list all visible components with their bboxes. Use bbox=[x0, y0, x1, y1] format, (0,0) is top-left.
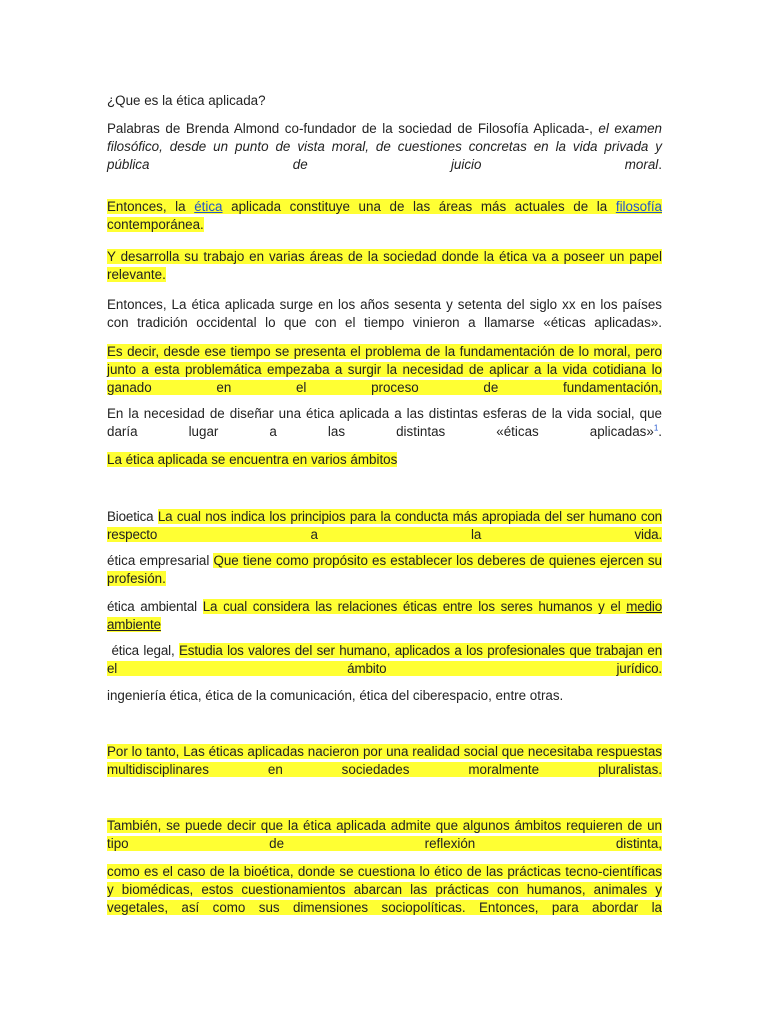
ambiental-desc: La cual considera las relaciones éticas entre los seres humanos y el bbox=[202, 599, 627, 614]
bioetica-desc: La cual nos indica los principios para la conducta más apropiada del ser humano con respecto a la vida. bbox=[107, 509, 662, 542]
paragraph-ambitos bbox=[107, 451, 662, 469]
es-decir-text: Es decir, desde ese tiempo se presenta el problema de la fundamentación de lo moral, pero junto a esta problemática empezaba a surgir la necesidad de aplicar a la vida cotidiana lo ganado en el proceso de fundamentación, bbox=[107, 344, 662, 395]
link-filosofia[interactable]: filosofía bbox=[615, 199, 662, 214]
necesidad-end: . bbox=[658, 424, 662, 439]
pluralistas-text: moralmente pluralistas. bbox=[468, 762, 662, 777]
legal-term: ética legal, bbox=[107, 643, 179, 658]
tambien-text: También, se puede decir que la ética aplicada admite que algunos ámbitos requieren de un tipo de reflexión distinta, bbox=[107, 818, 662, 851]
entonces-text-a: Entonces, la bbox=[107, 199, 195, 214]
empresarial-term: ética empresarial bbox=[107, 553, 214, 568]
necesidad-text: En la necesidad de diseñar una ética aplicada a las distintas esferas de la vida social, que daría lugar a las distintas «éticas aplicadas» bbox=[107, 406, 662, 439]
almond-quote: el examen filosófico, desde un punto de vista moral, de cuestiones concretas en la vida privada y pública de juicio moral bbox=[107, 121, 662, 172]
empresarial-desc: Que tiene como propósito es establecer los deberes de quienes ejercen su profesión. bbox=[107, 553, 662, 586]
paragraph-entonces-etica bbox=[107, 198, 662, 252]
paragraph-entonces-surge: Entonces, La ética aplicada surge en los años sesenta y setenta del siglo xx en los países con tradición occidental lo que con el tiempo vinieron a llamarse «éticas aplicadas». bbox=[107, 297, 662, 330]
paragraph-desarrolla bbox=[107, 248, 662, 302]
legal-desc: Estudia los valores del ser humano, aplicados a los profesionales que trabajan en el ámbito jurídico. bbox=[107, 643, 662, 676]
paragraph-almond bbox=[107, 120, 662, 192]
almond-text: Palabras de Brenda Almond co-fundador de la sociedad de Filosofía Aplicada-, bbox=[107, 121, 599, 136]
paragraph-por-lo-tanto bbox=[107, 743, 662, 797]
almond-end: . bbox=[658, 157, 662, 172]
bioetica-term: Bioetica bbox=[107, 509, 158, 524]
link-medio-ambiente[interactable]: medio ambiente bbox=[107, 599, 662, 632]
ambiental-term: ética ambiental bbox=[107, 599, 203, 614]
entonces-text-c: contemporánea. bbox=[107, 217, 204, 232]
caso-text: como es el caso de la bioética, donde se cuestiona lo ético de las prácticas tecno-científicas y biomédicas, estos cuestionamientos abarcan las prácticas con humanos, animales y vegetales, así como sus dimensiones sociopolíticas. Entonces, para abordar la bbox=[107, 864, 662, 915]
desarrolla-text: Y desarrolla su trabajo en varias áreas de la sociedad donde la ética va a poseer un papel relevante. bbox=[107, 249, 662, 282]
footnote-ref[interactable]: 1 bbox=[653, 423, 659, 433]
document-title: ¿Que es la ética aplicada? bbox=[107, 93, 266, 108]
ambitos-text: La ética aplicada se encuentra en varios ámbitos bbox=[107, 452, 398, 467]
entonces-text-b: aplicada constituye una de las áreas más actuales de la bbox=[222, 199, 616, 214]
link-etica[interactable]: ética bbox=[194, 199, 223, 214]
paragraph-bioetica-caso bbox=[107, 863, 662, 935]
paragraph-otras: ingeniería ética, ética de la comunicación, ética del ciberespacio, entre otras. bbox=[107, 688, 564, 703]
por-lo-tanto-text: Por lo tanto, Las éticas aplicadas nacieron por una realidad social que necesitaba respuestas multidisciplinares en sociedades bbox=[107, 744, 662, 777]
